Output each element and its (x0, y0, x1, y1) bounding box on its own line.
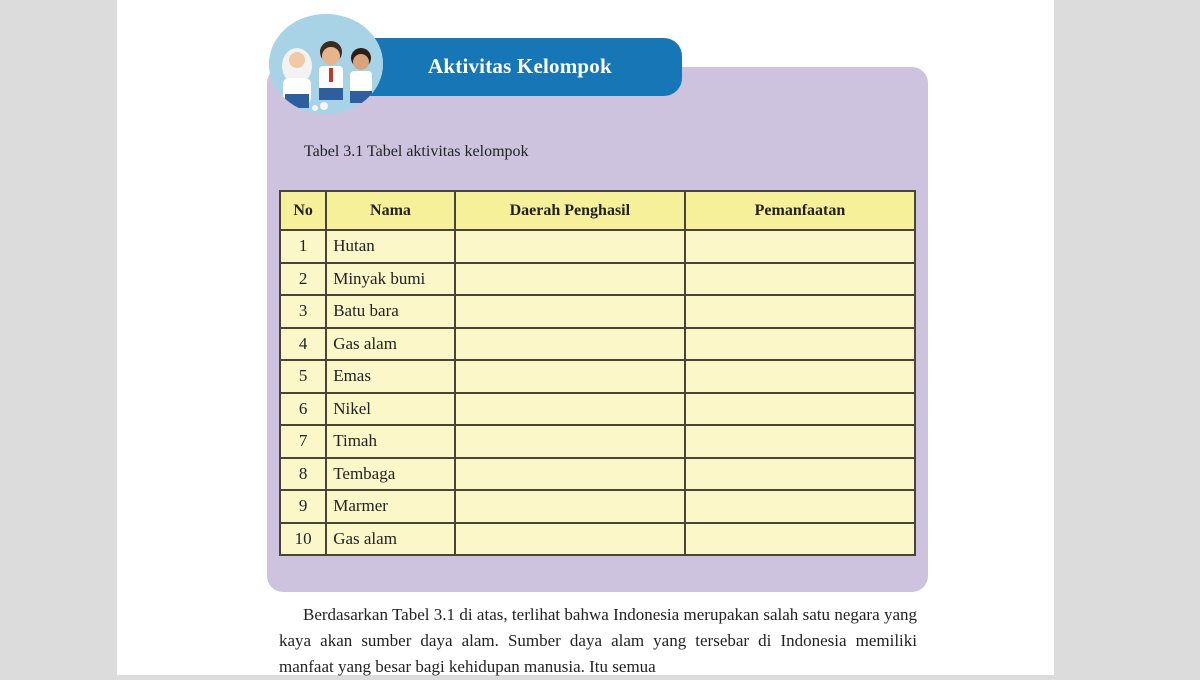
pemanfaatan-cell (685, 523, 915, 556)
daerah-cell (455, 230, 685, 263)
row-number: 3 (280, 295, 326, 328)
resource-name: Emas (326, 360, 455, 393)
row-number: 4 (280, 328, 326, 361)
table-row (280, 393, 915, 426)
resource-name: Marmer (326, 490, 455, 523)
header-pemanfaatan: Pemanfaatan (685, 191, 915, 230)
header-no: No (280, 191, 326, 230)
table-row (280, 295, 915, 328)
row-number: 7 (280, 425, 326, 458)
resource-name: Gas alam (326, 328, 455, 361)
pemanfaatan-cell (685, 458, 915, 491)
pemanfaatan-cell (685, 263, 915, 296)
resource-name: Hutan (326, 230, 455, 263)
table-caption: Tabel 3.1 Tabel aktivitas kelompok (304, 143, 529, 160)
daerah-cell (455, 393, 685, 426)
table-row (280, 328, 915, 361)
table-row (280, 523, 915, 556)
resource-name: Tembaga (326, 458, 455, 491)
students-illustration-icon (269, 14, 383, 114)
daerah-cell (455, 328, 685, 361)
daerah-cell (455, 295, 685, 328)
pemanfaatan-cell (685, 295, 915, 328)
table-row (280, 360, 915, 393)
resource-name: Nikel (326, 393, 455, 426)
header-nama: Nama (326, 191, 455, 230)
table-row (280, 458, 915, 491)
header-daerah-penghasil: Daerah Penghasil (455, 191, 685, 230)
table-row (280, 263, 915, 296)
daerah-cell (455, 523, 685, 556)
banner-title: Aktivitas Kelompok (428, 54, 612, 78)
daerah-cell (455, 490, 685, 523)
row-number: 10 (280, 523, 326, 556)
resource-name: Minyak bumi (326, 263, 455, 296)
activity-table (279, 190, 916, 556)
row-number: 5 (280, 360, 326, 393)
pemanfaatan-cell (685, 425, 915, 458)
table-row (280, 490, 915, 523)
resource-name: Timah (326, 425, 455, 458)
row-number: 2 (280, 263, 326, 296)
pemanfaatan-cell (685, 230, 915, 263)
daerah-cell (455, 360, 685, 393)
resource-name: Gas alam (326, 523, 455, 556)
daerah-cell (455, 263, 685, 296)
daerah-cell (455, 425, 685, 458)
row-number: 8 (280, 458, 326, 491)
resource-name: Batu bara (326, 295, 455, 328)
daerah-cell (455, 458, 685, 491)
table-row (280, 425, 915, 458)
table-header-row (280, 191, 915, 230)
row-number: 6 (280, 393, 326, 426)
pemanfaatan-cell (685, 490, 915, 523)
row-number: 1 (280, 230, 326, 263)
pemanfaatan-cell (685, 328, 915, 361)
body-paragraph: Berdasarkan Tabel 3.1 di atas, terlihat bahwa Indonesia merupakan salah satu negara yang kaya akan sumber daya alam. Sumber daya alam yang tersebar di Indonesia memiliki manfaat yang besar bagi kehidupan manusia. Itu semua (279, 605, 917, 676)
row-number: 9 (280, 490, 326, 523)
table-row (280, 230, 915, 263)
pemanfaatan-cell (685, 360, 915, 393)
pemanfaatan-cell (685, 393, 915, 426)
